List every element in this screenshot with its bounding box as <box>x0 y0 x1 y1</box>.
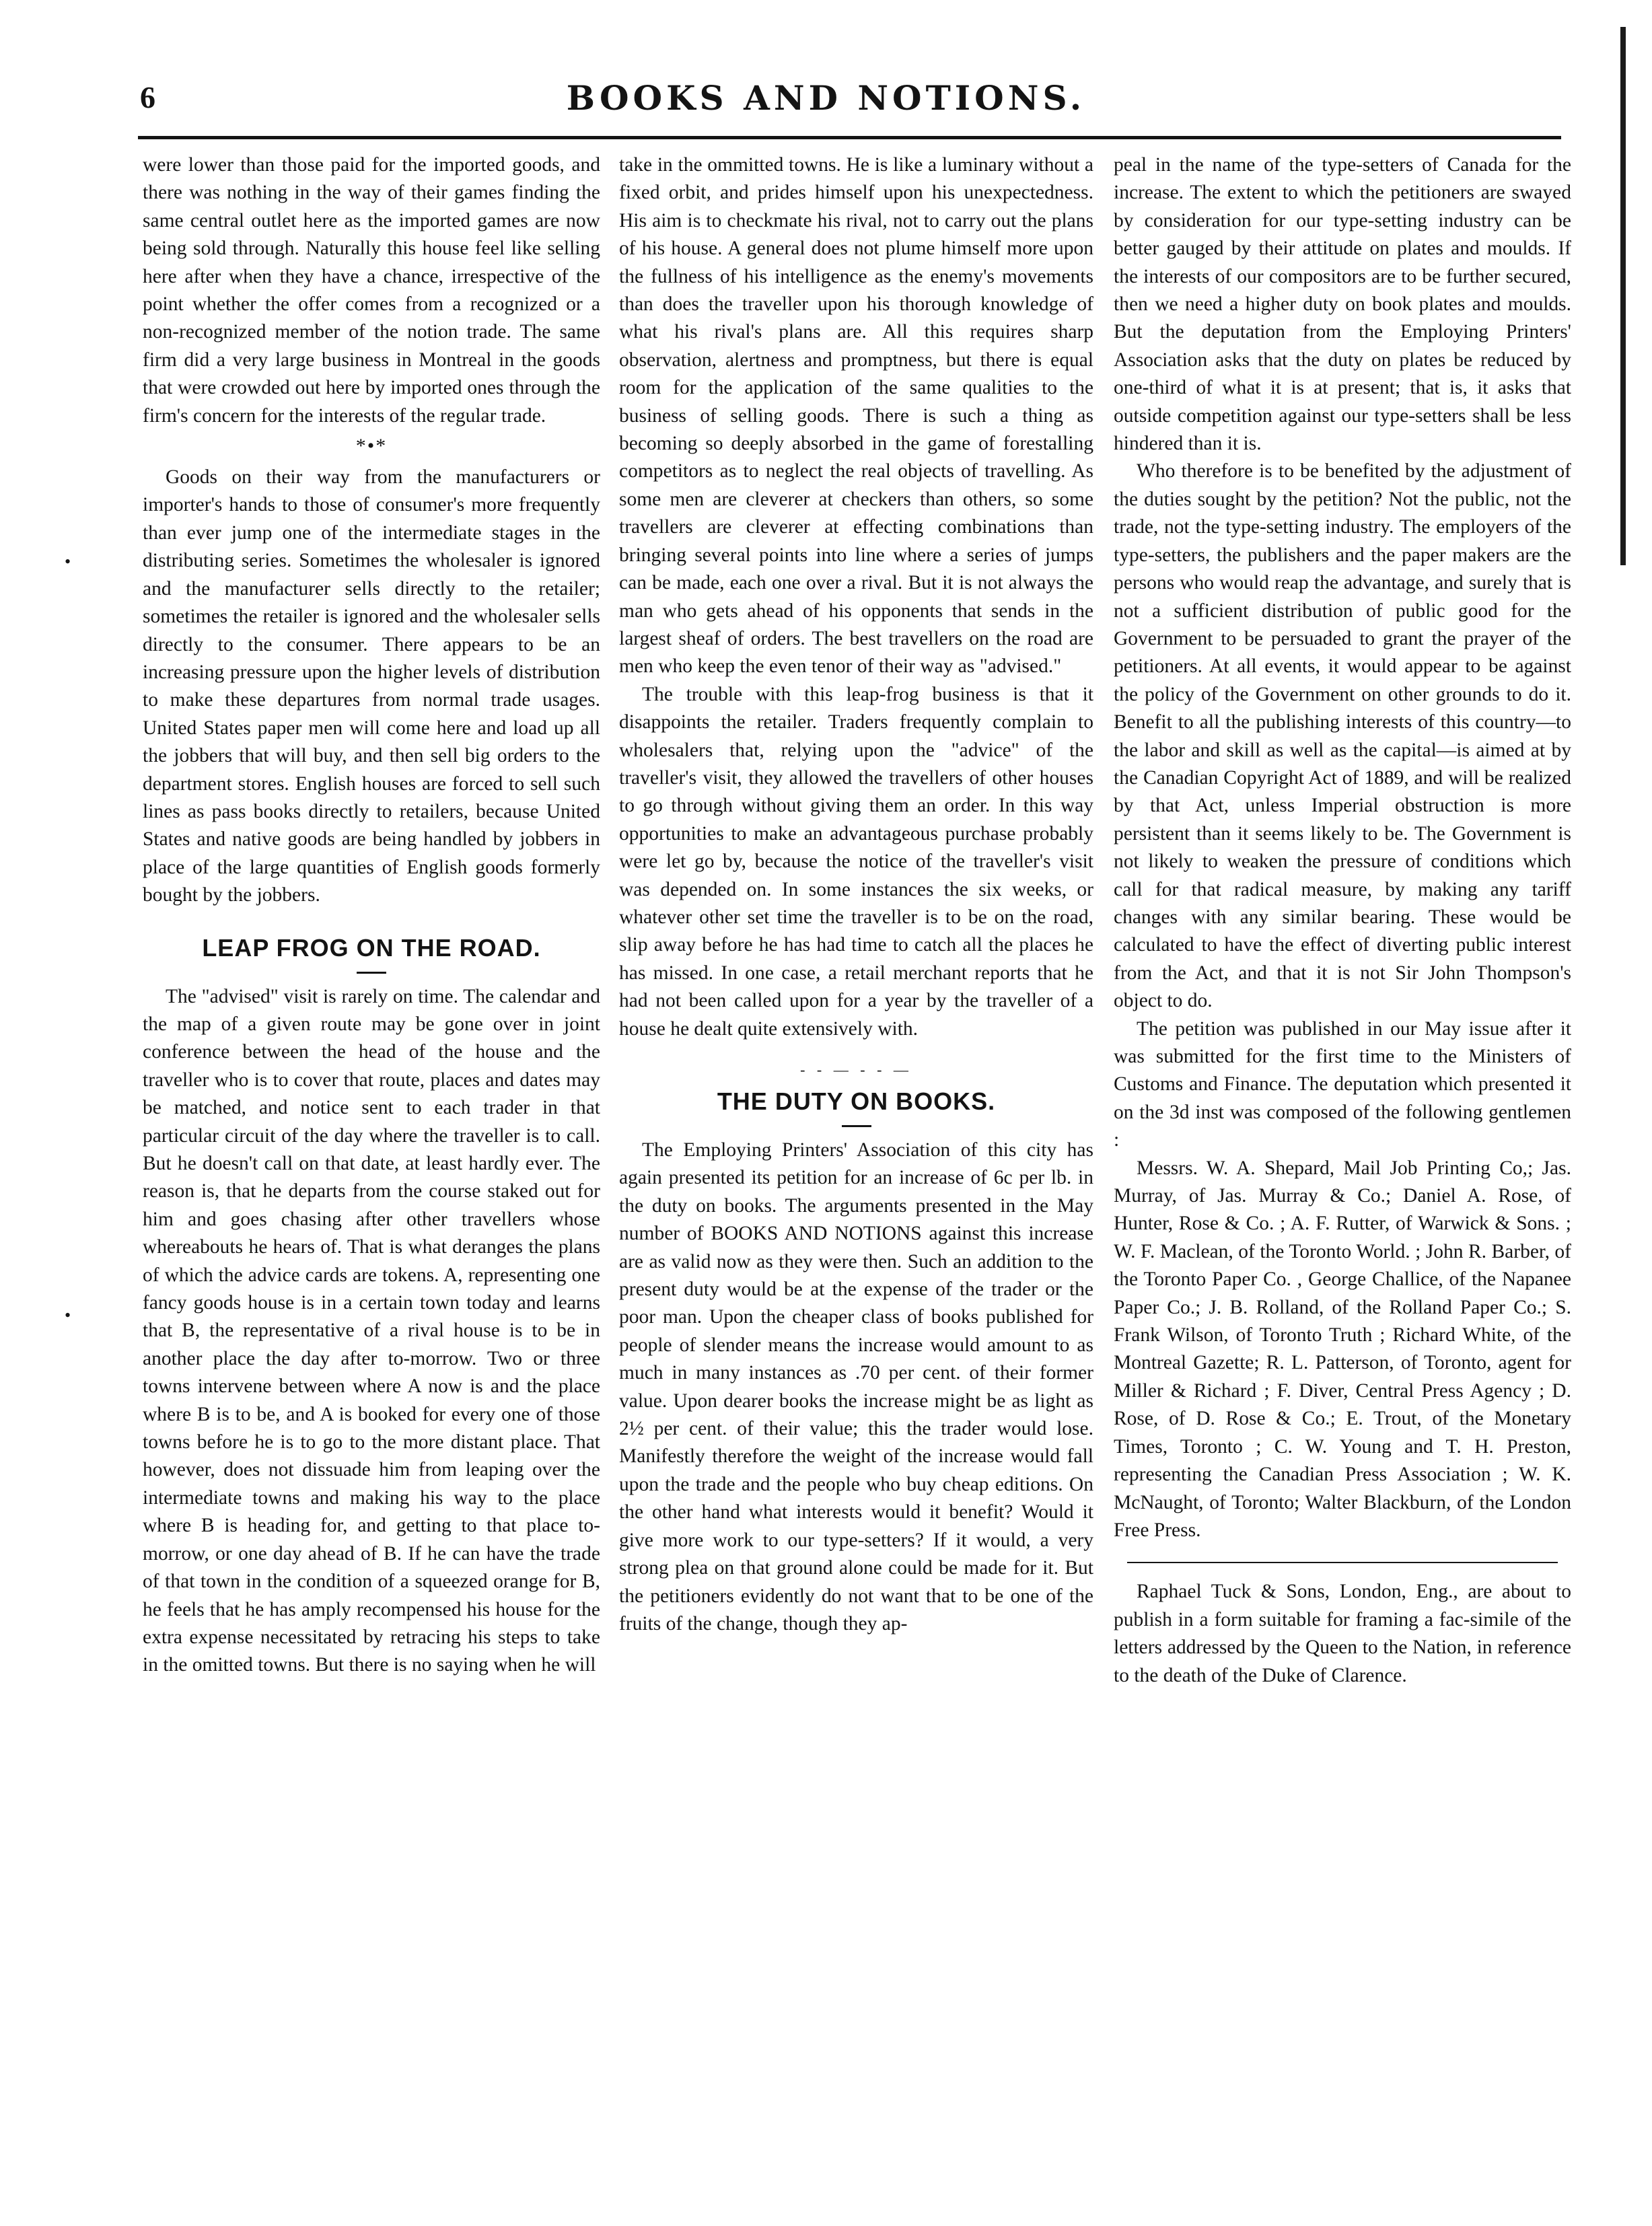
paragraph: Who therefore is to be benefited by the adjustment of the duties sought by the petition? Not the public, not the trade, not the type-setting industry. The employers of the type-setters, the publishers and the paper makers are the persons who would reap the advantage, and surely that is not a sufficient distribution of public good for the Government to be persuaded to grant the prayer of the petitioners. At all events, it would appear to be against the policy of the Government on other grounds to do it. Benefit to all the publishing interests of this country—to the labor and skill as well as the capital—is aimed at by the Canadian Copyright Act of 1889, and will be realized by that Act, unless Imperial obstruction is more persistent than it seems likely to be. The Government is not likely to weaken the pressure of conditions which call for that radical measure, by making any tariff changes with any similar bearing. These would be calculated to have the effect of diverting public interest from the Act, and that it is not Sir John Thompson's object to do. <box>1114 460 1571 1012</box>
header-rule <box>138 136 1561 139</box>
page-number: 6 <box>140 80 155 114</box>
paragraph: peal in the name of the type-setters of Canada for the increase. The extent to which the petitioners are swayed by consideration for our type-setting industry can be better gauged by their attitude on plates and moulds. If the interests of our compositors are to be further secured, then we need a higher duty on book plates and moulds. But the deputation from the Employing Printers' Association asks that the duty on plates be reduced by one-third of what it is at present; that is, it asks that outside competition against our type-setters shall be less hindered than it is. <box>1114 154 1571 455</box>
heading-rule <box>842 1125 871 1127</box>
paragraph: The "advised" visit is rarely on time. The calendar and the map of a given route may be gone over in joint conference between the head of the house and the traveller who is to cover that route, places and dates may be matched, and notice sent to each trader in that particular circuit of the day where the traveller is to call. But he doesn't call on that date, at least hardly ever. The reason is, that he departs from the course staked out for him and goes chasing after other travellers whose whereabouts he hears of. That is what deranges the plans of which the advice cards are tokens. A, representing one fancy goods house is in a certain town today and learns that B, the representative of a rival house is to be in another place the day after to-morrow. Two or three towns intervene between where A now is and the place where B is to be, and A is booked for every one of those towns before he is to go to the more distant place. That however, does not dissuade him from leaping over the intermediate towns and making his way to the place where B is heading for, and getting to that place to-morrow, or one day ahead of B. If he can have the trade of that town in the condition of a squeezed orange for B, he feels that he has amply recompensed his house for the extra expense necessitated by retracing his steps to take in the omitted towns. But there is no saying when he will <box>143 985 600 1676</box>
section-heading: THE DUTY ON BOOKS. <box>717 1087 996 1115</box>
column-2 <box>619 151 1093 2204</box>
scan-edge-mark <box>1620 27 1626 565</box>
section-divider: - - — - - — <box>800 1061 912 1078</box>
separator-rule <box>1127 1562 1558 1563</box>
paragraph: were lower than those paid for the imported goods, and there was nothing in the way of their games finding the same central outlet here as the imported games are now being sold through. Naturally this house feel like selling here after when they have a chance, irrespective of the point whether the offer comes from a recognized or a non-recognized member of the notion trade. The same firm did a very large business in Montreal in the goods that were crowded out here by imported ones through the firm's concern for the interests of the regular trade. <box>143 154 600 427</box>
column-3 <box>1114 151 1571 2204</box>
paragraph: Raphael Tuck & Sons, London, Eng., are about to publish in a form suitable for framing a fac-simile of the letters addressed by the Queen to the Nation, in reference to the death of the Duke of Clarence. <box>1114 1581 1571 1686</box>
paragraph: take in the ommitted towns. He is like a luminary without a fixed orbit, and prides himself upon his unexpectedness. His aim is to checkmate his rival, not to carry out the plans of his house. A general does not plume himself more upon the fullness of his intelligence as the enemy's movements than does the traveller upon his thorough knowledge of what his rival's plans are. All this requires sharp observation, alertness and promptness, but there is equal room for the application of the same qualities to the business of selling goods. There is such a thing as becoming so deeply absorbed in the game of forestalling competitors as to neglect the real objects of travelling. As some men are cleverer at checkers than others, so some travellers are cleverer at effecting combinations than bringing several points into line where a series of jumps can be made, each one over a rival. But it is not always the man who gets ahead of his opponents that sends in the largest sheaf of orders. The best travellers on the road are men who keep the even tenor of their way as "advised." <box>619 154 1093 678</box>
paragraph: Goods on their way from the manufacturers or importer's hands to those of consumer's more frequently than ever jump one of the intermediate stages in the distributing series. Sometimes the wholesaler is ignored and the manufacturer sells directly to the retailer; sometimes the retailer is ignored and the wholesaler sells directly to the consumer. There appears to be an increasing pressure upon the higher levels of distribution to make these departures from normal trade usages. United States paper men will come here and load up all the jobbers that will buy, and then sell big orders to the department stores. English houses are forced to sell such lines as pass books directly to retailers, because United States and native goods are being handled by jobbers in place of the large quantities of English goods formerly bought by the jobbers. <box>143 466 600 906</box>
paragraph: The petition was published in our May issue after it was submitted for the first time to the Ministers of Customs and Finance. The deputation which presented it on the 3d inst was composed of the following gentlemen : <box>1114 1017 1571 1151</box>
margin-dot: • <box>65 1305 71 1325</box>
ornament-divider: *•* <box>355 435 388 458</box>
paragraph: Messrs. W. A. Shepard, Mail Job Printing Co,; Jas. Murray, of Jas. Murray & Co.; Daniel A. Rose, of Hunter, Rose & Co. ; A. F. Rutter, of Warwick & Sons. ; W. F. Maclean, of the Toronto World. ; John R. Barber, of the Toronto Paper Co. , George Challice, of the Napanee Paper Co.; J. B. Rolland, of the Rolland Paper Co.; S. Frank Wilson, of Toronto Truth ; Richard White, of the Montreal Gazette; R. L. Patterson, of Toronto, agent for Miller & Richard ; F. Diver, Central Press Agency ; D. Rose, of D. Rose & Co.; E. Trout, of the Monetary Times, Toronto ; C. W. Young and T. H. Preston, representing the Canadian Press Association ; W. K. McNaught, of Toronto; Walter Blackburn, of the London Free Press. <box>1114 1157 1571 1541</box>
margin-dot: • <box>65 552 71 571</box>
paragraph: The trouble with this leap-frog business is that it disappoints the retailer. Traders frequently complain to wholesalers that, relying upon the "advice" of the traveller's visit, they allowed the travellers of other houses to go through without giving them an order. In this way opportunities to make an advantageous purchase probably were let go by, because the notice of the traveller's visit was depended on. In some instances the six weeks, or whatever other set time the traveller is to be on the road, slip away before he has had time to catch all the places he has missed. In one case, a retail merchant reports that he had not been called upon for a year by the traveller of a house he dealt quite extensively with. <box>619 683 1093 1040</box>
column-1 <box>143 151 600 2204</box>
section-heading: LEAP FROG ON THE ROAD. <box>202 933 541 962</box>
heading-rule <box>357 972 386 974</box>
running-title: BOOKS AND NOTIONS. <box>566 78 1086 118</box>
paragraph: The Employing Printers' Association of this city has again presented its petition for an increase of 6c per lb. in the duty on books. The arguments presented in the May number of BOOKS AND NOTIONS against this increase are as valid now as they were then. Such an addition to the present duty would be at the expense of the trader or the poor man. Upon the cheaper class of books published for people of slender means the increase would amount to as much in many instances as .70 per cent. of their former value. Upon dearer books the increase might be as light as 2½ per cent. of their value; this the trader would lose. Manifestly therefore the weight of the increase would fall upon the trade and the people who buy cheap editions. On the other hand what interests would it benefit? Would it give more work to our type-setters? If it would, a very strong plea on that ground alone could be made for it. But the petitioners evidently do not want that to be one of the fruits of the change, though they ap- <box>619 1139 1093 1635</box>
